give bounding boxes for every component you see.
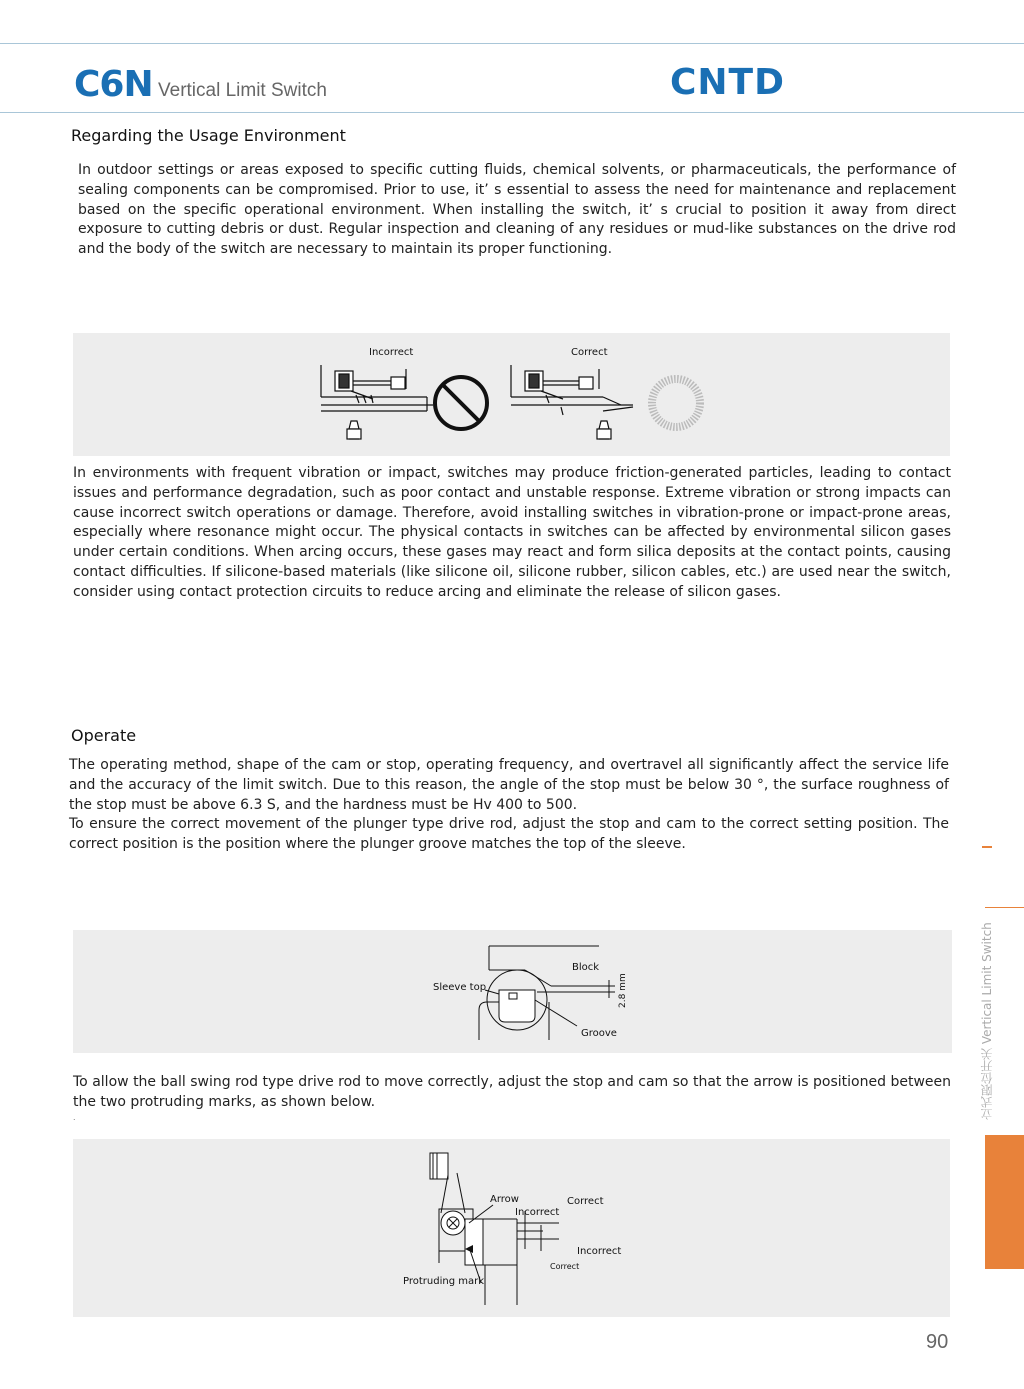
incorrect-top-label: Incorrect bbox=[515, 1207, 560, 1218]
page-number: 90 bbox=[926, 1331, 949, 1353]
prohibited-icon bbox=[435, 377, 487, 429]
figure-swing-rod-drawing bbox=[73, 1139, 950, 1317]
block-label: Block bbox=[572, 962, 600, 973]
header-top-rule bbox=[0, 43, 1024, 44]
incorrect-assembly bbox=[321, 365, 433, 439]
groove-label: Groove bbox=[581, 1028, 617, 1039]
header-bottom-rule bbox=[0, 112, 1024, 113]
model-code: C6N bbox=[74, 64, 153, 105]
plunger-groove-detail bbox=[479, 946, 615, 1040]
incorrect-label: Incorrect bbox=[369, 347, 414, 358]
figure-mounting-panel bbox=[73, 333, 950, 456]
correct-top-label: Correct bbox=[567, 1196, 604, 1207]
figure-swing-rod-panel bbox=[73, 1139, 950, 1317]
protruding-mark-label: Protruding mark bbox=[403, 1276, 484, 1287]
figure-plunger-panel bbox=[73, 930, 952, 1053]
operate-paragraph-3: To allow the ball swing rod type drive rod to move correctly, adjust the stop and cam so that the arrow is positioned between the two protruding marks, as shown below. bbox=[73, 1074, 951, 1110]
sleeve-top-label: Sleeve top bbox=[433, 982, 487, 993]
figure-mounting-drawing bbox=[73, 333, 950, 456]
environment-paragraph-2: In environments with frequent vibration or impact, switches may produce friction-generated particles, leading to contact issues and performance degradation, such as poor contact and unstable response. Extreme vibration or strong impacts can cause incorrect switch operations or damage. Therefore, avoid installing switches in vibration-prone or impact-prone areas, especially where resonance might occur. The physical contacts in switches can be affected by environmental silicon gases under certain conditions. When arcing occurs, these gases may react and form silica deposits at the contact points, causing contact difficulties. If silicone-based materials (like silicone oil, silicone rubber, silicon cables, etc.) are used near the switch, consider using contact protection circuits to reduce arcing and eliminate the release of silicon gases. bbox=[73, 465, 951, 600]
product-subtitle: Vertical Limit Switch bbox=[158, 80, 327, 101]
correct-ring-icon bbox=[652, 379, 700, 427]
correct-bottom-label: Correct bbox=[550, 1262, 580, 1271]
stray-mark: . bbox=[73, 1112, 76, 1122]
operate-paragraph-2: To ensure the correct movement of the plunger type drive rod, adjust the stop and cam to the correct setting position. The correct position is the position where the plunger groove matches the top of the sleeve. bbox=[69, 816, 949, 852]
arrow-label: Arrow bbox=[490, 1194, 519, 1205]
operate-paragraph-1: The operating method, shape of the cam or stop, operating frequency, and overtravel all significantly affect the service life and the accuracy of the limit switch. Due to this reason, the angle of the stop must be below 30 °, the surface roughness of the stop must be above 6.3 S, and the hardness must be Hv 400 to 500. bbox=[69, 757, 949, 813]
sidebar-orange-tab bbox=[985, 1135, 1024, 1269]
correct-assembly bbox=[511, 365, 633, 439]
section-title-environment: Regarding the Usage Environment bbox=[71, 126, 346, 145]
sidebar-vertical-label: 立式限位开关 Vertical Limit Switch bbox=[980, 922, 994, 1120]
figure-plunger-drawing bbox=[73, 930, 952, 1053]
section-title-operate: Operate bbox=[71, 726, 137, 745]
dimension-label: 2.8 mm bbox=[618, 973, 628, 1008]
environment-paragraph-1: In outdoor settings or areas exposed to specific cutting fluids, chemical solvents, or pharmaceuticals, the performance of sealing components can be compromised. Prior to use, it’ s essential to assess the need for maintenance and replacement based on the specific operational environment. When installing the switch, it’ s crucial to position it away from direct exposure to cutting debris or dust. Regular inspection and cleaning of any residues or mud-like substances on the drive rod and the body of the switch are necessary to maintain its proper functioning. bbox=[78, 162, 956, 258]
brand-logo: CNTD bbox=[670, 62, 785, 103]
sidebar-tick-mark bbox=[982, 846, 992, 848]
sidebar-rule bbox=[985, 907, 1024, 908]
correct-label: Correct bbox=[571, 347, 608, 358]
incorrect-right-label: Incorrect bbox=[577, 1246, 622, 1257]
